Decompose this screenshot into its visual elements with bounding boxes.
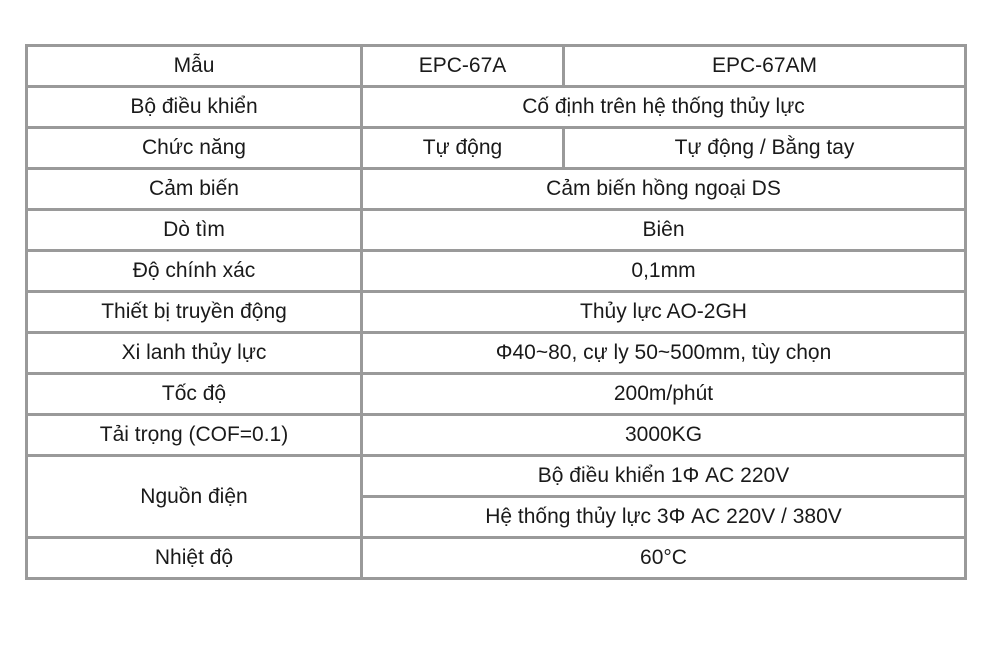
power-hydraulic-value: Hệ thống thủy lực 3Φ AC 220V / 380V	[362, 497, 966, 538]
function-label: Chức năng	[27, 128, 362, 169]
load-value: 3000KG	[362, 415, 966, 456]
load-label: Tải trọng (COF=0.1)	[27, 415, 362, 456]
function-value-b: Tự động / Bằng tay	[564, 128, 966, 169]
table-row-speed	[27, 374, 966, 415]
model-label: Mẫu	[27, 46, 362, 87]
cylinder-value: Φ40~80, cự ly 50~500mm, tùy chọn	[362, 333, 966, 374]
detection-label: Dò tìm	[27, 210, 362, 251]
controller-value: Cố định trên hệ thống thủy lực	[362, 87, 966, 128]
cylinder-label: Xi lanh thủy lực	[27, 333, 362, 374]
actuator-label: Thiết bị truyền động	[27, 292, 362, 333]
temperature-value: 60°C	[362, 538, 966, 579]
speed-label: Tốc độ	[27, 374, 362, 415]
sensor-value: Cảm biến hồng ngoại DS	[362, 169, 966, 210]
controller-label: Bộ điều khiển	[27, 87, 362, 128]
model-epc-67a: EPC-67A	[362, 46, 564, 87]
model-epc-67am: EPC-67AM	[564, 46, 966, 87]
table-row-temperature	[27, 538, 966, 579]
table-row-cylinder	[27, 333, 966, 374]
table-row-controller	[27, 87, 966, 128]
actuator-value: Thủy lực AO-2GH	[362, 292, 966, 333]
spec-table	[25, 44, 967, 580]
table-row-detection	[27, 210, 966, 251]
accuracy-label: Độ chính xác	[27, 251, 362, 292]
sensor-label: Cảm biến	[27, 169, 362, 210]
power-controller-value: Bộ điều khiển 1Φ AC 220V	[362, 456, 966, 497]
detection-value: Biên	[362, 210, 966, 251]
table-row-model	[27, 46, 966, 87]
table-row-load	[27, 415, 966, 456]
table-row-accuracy	[27, 251, 966, 292]
table-row-sensor	[27, 169, 966, 210]
power-label: Nguồn điện	[27, 456, 362, 538]
accuracy-value: 0,1mm	[362, 251, 966, 292]
function-value-a: Tự động	[362, 128, 564, 169]
temperature-label: Nhiệt độ	[27, 538, 362, 579]
speed-value: 200m/phút	[362, 374, 966, 415]
table-row-function	[27, 128, 966, 169]
table-row-power-controller	[27, 456, 966, 497]
table-row-actuator	[27, 292, 966, 333]
